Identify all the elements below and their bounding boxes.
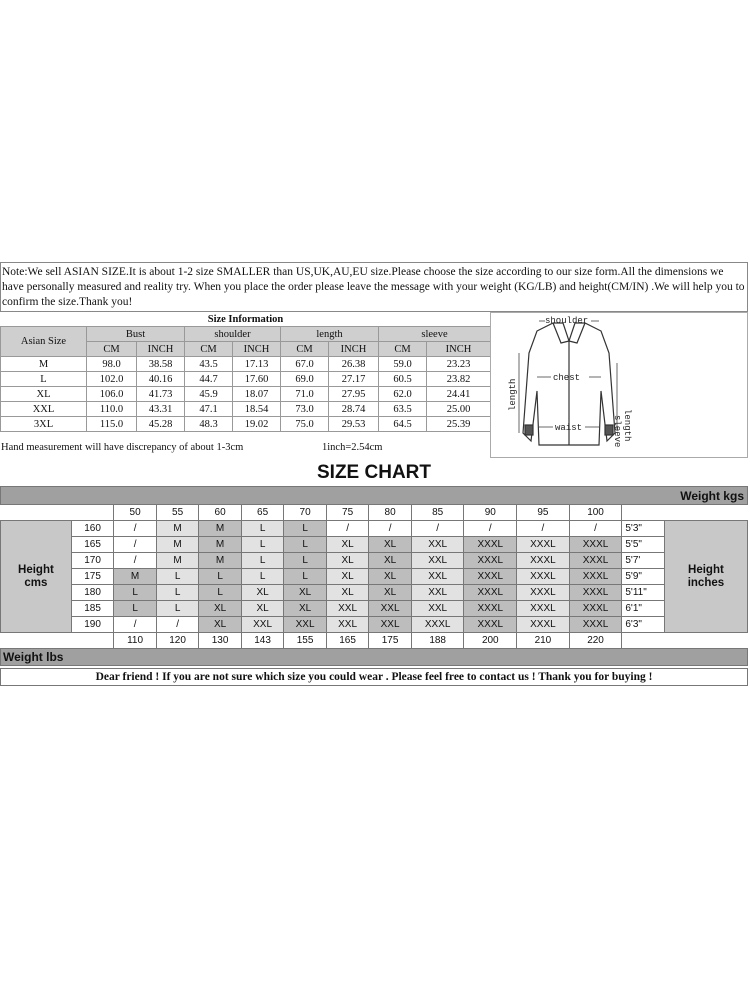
height-inches-line: Height <box>688 563 724 576</box>
weight-kg-cell: 65 <box>241 505 284 521</box>
size-cell: / <box>114 521 157 537</box>
sleeve-label: sleeve <box>612 415 622 448</box>
size-cell: / <box>411 521 464 537</box>
height-row <box>1 521 748 537</box>
sleeve-length-label: length <box>622 409 632 442</box>
dear-friend-message: Dear friend ! If you are not sure which size you could wear . Please feel free to contact us ! Thank you for buying ! <box>0 668 748 686</box>
weight-kg-cell: 90 <box>464 505 517 521</box>
blank-cell <box>622 633 665 649</box>
height-cms-line: Height <box>18 563 54 576</box>
size-cell: M <box>156 553 199 569</box>
measurement-cell: 45.28 <box>137 417 185 432</box>
size-information-table <box>0 312 491 432</box>
size-cell: XL <box>326 537 369 553</box>
height-inches-label <box>664 521 747 633</box>
size-cell: / <box>114 617 157 633</box>
size-cell: XL <box>369 553 412 569</box>
asian-size-header: Asian Size <box>1 327 87 357</box>
measurement-cell: 62.0 <box>379 387 427 402</box>
size-cell: XL <box>284 585 327 601</box>
size-cell: XXXL <box>464 601 517 617</box>
size-cell: XL <box>369 585 412 601</box>
size-chart-table <box>0 486 748 666</box>
size-cell: M <box>114 569 157 585</box>
height-row <box>1 569 748 585</box>
size-info-row <box>1 387 491 402</box>
measurement-cell: 25.39 <box>427 417 491 432</box>
height-inch-cell: 6'3" <box>622 617 665 633</box>
sleeve-header: sleeve <box>379 327 491 342</box>
size-cell: XL <box>326 553 369 569</box>
blank-cell <box>664 505 747 521</box>
height-cm-cell: 165 <box>71 537 114 553</box>
size-cell: M <box>199 553 242 569</box>
measurement-cell: 27.17 <box>329 372 379 387</box>
size-cell: XXL <box>411 585 464 601</box>
size-cell: L <box>241 569 284 585</box>
weight-kg-cell: 50 <box>114 505 157 521</box>
shoulder-label: shoulder <box>545 316 589 326</box>
measurement-cell: 71.0 <box>281 387 329 402</box>
size-label: XXL <box>1 402 87 417</box>
size-cell: XXL <box>326 601 369 617</box>
measurement-cell: 75.0 <box>281 417 329 432</box>
size-cell: XXL <box>326 617 369 633</box>
height-row <box>1 553 748 569</box>
size-cell: L <box>114 585 157 601</box>
measurement-cell: 47.1 <box>185 402 233 417</box>
size-cell: XXL <box>411 553 464 569</box>
size-cell: XXXL <box>464 553 517 569</box>
measurement-cell: 98.0 <box>87 357 137 372</box>
size-cell: XXXL <box>411 617 464 633</box>
size-cell: / <box>156 617 199 633</box>
size-cell: XXL <box>411 569 464 585</box>
size-cell: XXXL <box>464 617 517 633</box>
length-header: length <box>281 327 379 342</box>
measurement-cell: 23.82 <box>427 372 491 387</box>
measurement-cell: 24.41 <box>427 387 491 402</box>
unit-header: INCH <box>329 342 379 357</box>
shoulder-header: shoulder <box>185 327 281 342</box>
size-cell: XXXL <box>517 585 570 601</box>
unit-header: INCH <box>427 342 491 357</box>
unit-header: CM <box>87 342 137 357</box>
blank-cell <box>622 505 665 521</box>
measurement-cell: 63.5 <box>379 402 427 417</box>
size-cell: XXXL <box>517 601 570 617</box>
measurement-cell: 17.13 <box>233 357 281 372</box>
height-row <box>1 617 748 633</box>
size-cell: / <box>114 553 157 569</box>
size-cell: XXL <box>411 601 464 617</box>
size-cell: M <box>156 537 199 553</box>
height-cm-cell: 190 <box>71 617 114 633</box>
measurement-cell: 38.58 <box>137 357 185 372</box>
size-info-row <box>1 402 491 417</box>
size-cell: XXXL <box>569 569 622 585</box>
measurement-cell: 59.0 <box>379 357 427 372</box>
height-cm-cell: 185 <box>71 601 114 617</box>
size-cell: XXXL <box>569 553 622 569</box>
height-cm-cell: 160 <box>71 521 114 537</box>
height-inch-cell: 5'3" <box>622 521 665 537</box>
height-row <box>1 585 748 601</box>
size-cell: XXXL <box>569 601 622 617</box>
size-label: M <box>1 357 87 372</box>
size-cell: XXL <box>284 617 327 633</box>
weight-lb-cell: 188 <box>411 633 464 649</box>
size-label: L <box>1 372 87 387</box>
size-cell: / <box>369 521 412 537</box>
size-cell: XXXL <box>464 537 517 553</box>
measurement-cell: 44.7 <box>185 372 233 387</box>
size-cell: XL <box>369 569 412 585</box>
blank-cell <box>71 505 114 521</box>
measurement-cell: 115.0 <box>87 417 137 432</box>
inch-conversion: 1inch=2.54cm <box>322 442 383 453</box>
weight-kg-cell: 100 <box>569 505 622 521</box>
size-cell: XL <box>369 537 412 553</box>
shirt-measurement-diagram <box>490 312 748 458</box>
size-cell: XXXL <box>517 553 570 569</box>
height-cm-cell: 175 <box>71 569 114 585</box>
size-cell: XXXL <box>569 585 622 601</box>
size-cell: / <box>114 537 157 553</box>
unit-header: CM <box>379 342 427 357</box>
size-cell: XL <box>199 601 242 617</box>
discrepancy-note: Hand measurement will have discrepancy of about 1-3cm <box>1 442 244 453</box>
size-cell: XL <box>199 617 242 633</box>
weight-kg-cell: 75 <box>326 505 369 521</box>
size-cell: M <box>156 521 199 537</box>
size-label: XL <box>1 387 87 402</box>
weight-lb-cell: 143 <box>241 633 284 649</box>
measurement-cell: 19.02 <box>233 417 281 432</box>
size-cell: L <box>284 569 327 585</box>
weight-lb-cell: 175 <box>369 633 412 649</box>
unit-header: INCH <box>233 342 281 357</box>
weight-kg-cell: 60 <box>199 505 242 521</box>
size-cell: L <box>199 569 242 585</box>
size-cell: XL <box>241 585 284 601</box>
weight-lb-cell: 200 <box>464 633 517 649</box>
size-cell: XXXL <box>517 617 570 633</box>
measurement-cell: 60.5 <box>379 372 427 387</box>
height-cms-label <box>1 521 72 633</box>
measurement-cell: 18.07 <box>233 387 281 402</box>
size-cell: / <box>464 521 517 537</box>
size-cell: L <box>156 569 199 585</box>
size-cell: XL <box>241 601 284 617</box>
size-cell: L <box>241 537 284 553</box>
size-cell: XXXL <box>569 617 622 633</box>
measurement-cell: 25.00 <box>427 402 491 417</box>
weight-lbs-row <box>1 633 748 649</box>
size-cell: XL <box>326 585 369 601</box>
shirt-diagram-svg <box>491 313 747 457</box>
size-cell: XXXL <box>517 537 570 553</box>
weight-lb-cell: 110 <box>114 633 157 649</box>
height-inch-cell: 6'1" <box>622 601 665 617</box>
unit-header: CM <box>185 342 233 357</box>
weight-kgs-row <box>1 505 748 521</box>
height-cm-cell: 170 <box>71 553 114 569</box>
size-chart-title: SIZE CHART <box>317 462 431 483</box>
measurement-cell: 26.38 <box>329 357 379 372</box>
height-inch-cell: 5'9" <box>622 569 665 585</box>
measurement-cell: 45.9 <box>185 387 233 402</box>
height-cm-cell: 180 <box>71 585 114 601</box>
size-cell: XXL <box>241 617 284 633</box>
measurement-cell: 18.54 <box>233 402 281 417</box>
size-cell: XL <box>326 569 369 585</box>
weight-kg-cell: 55 <box>156 505 199 521</box>
measurement-cell: 64.5 <box>379 417 427 432</box>
height-inch-cell: 5'11" <box>622 585 665 601</box>
height-inches-unit: inches <box>687 576 725 589</box>
measurement-cell: 102.0 <box>87 372 137 387</box>
weight-lb-cell: 165 <box>326 633 369 649</box>
measurement-cell: 67.0 <box>281 357 329 372</box>
size-cell: XXL <box>369 617 412 633</box>
weight-lb-cell: 120 <box>156 633 199 649</box>
size-info-body <box>1 357 491 432</box>
size-cell: L <box>156 601 199 617</box>
measurement-cell: 110.0 <box>87 402 137 417</box>
size-cell: L <box>241 521 284 537</box>
height-inch-cell: 5'7' <box>622 553 665 569</box>
weight-kg-cell: 95 <box>517 505 570 521</box>
size-info-title: Size Information <box>207 313 284 325</box>
size-cell: L <box>284 553 327 569</box>
blank-cell <box>664 633 747 649</box>
bust-header: Bust <box>87 327 185 342</box>
length-label: length <box>508 378 518 411</box>
measurement-cell: 43.5 <box>185 357 233 372</box>
weight-lb-cell: 130 <box>199 633 242 649</box>
unit-header: CM <box>281 342 329 357</box>
size-cell: M <box>199 537 242 553</box>
measurement-cell: 40.16 <box>137 372 185 387</box>
height-inch-cell: 5'5" <box>622 537 665 553</box>
size-cell: XXL <box>369 601 412 617</box>
measurement-cell: 28.74 <box>329 402 379 417</box>
size-cell: / <box>326 521 369 537</box>
size-cell: L <box>114 601 157 617</box>
measurement-cell: 43.31 <box>137 402 185 417</box>
height-cms-unit: cms <box>24 576 48 589</box>
blank-cell <box>71 633 114 649</box>
weight-lb-cell: 220 <box>569 633 622 649</box>
measurement-cell: 29.53 <box>329 417 379 432</box>
size-cell: XXXL <box>464 569 517 585</box>
weight-lb-cell: 210 <box>517 633 570 649</box>
size-cell: M <box>199 521 242 537</box>
height-row <box>1 537 748 553</box>
measurement-cell: 106.0 <box>87 387 137 402</box>
size-cell: XXXL <box>517 569 570 585</box>
measurement-cell: 27.95 <box>329 387 379 402</box>
measurement-cell: 69.0 <box>281 372 329 387</box>
size-cell: XXXL <box>464 585 517 601</box>
size-cell: L <box>284 537 327 553</box>
weight-kg-cell: 85 <box>411 505 464 521</box>
measurement-cell: 23.23 <box>427 357 491 372</box>
weight-kg-cell: 70 <box>284 505 327 521</box>
size-info-footnote <box>0 440 490 456</box>
weight-kg-cell: 80 <box>369 505 412 521</box>
blank-cell <box>1 505 72 521</box>
height-row <box>1 601 748 617</box>
size-cell: / <box>517 521 570 537</box>
size-cell: XL <box>284 601 327 617</box>
size-cell: L <box>199 585 242 601</box>
size-cell: / <box>569 521 622 537</box>
weight-lb-cell: 155 <box>284 633 327 649</box>
size-info-row <box>1 357 491 372</box>
size-cell: XXL <box>411 537 464 553</box>
size-cell: L <box>241 553 284 569</box>
measurement-cell: 73.0 <box>281 402 329 417</box>
size-info-row <box>1 372 491 387</box>
blank-cell <box>1 633 72 649</box>
waist-label: waist <box>555 423 583 433</box>
measurement-cell: 17.60 <box>233 372 281 387</box>
size-label: 3XL <box>1 417 87 432</box>
size-note: Note:We sell ASIAN SIZE.It is about 1-2 size SMALLER than US,UK,AU,EU size.Please choose the size according to our size form.All the dimensions we have personally measured and reality try. When you place the order please leave the message with your weight (KG/LB) and height(CM/IN) .We will help you to confirm the size.Thank you! <box>0 262 748 312</box>
chest-label: chest <box>553 373 581 383</box>
measurement-cell: 41.73 <box>137 387 185 402</box>
size-info-row <box>1 417 491 432</box>
weight-kgs-label: Weight kgs <box>1 487 748 505</box>
size-cell: L <box>156 585 199 601</box>
size-chart-body <box>1 521 748 633</box>
weight-lbs-label: Weight lbs <box>1 649 748 666</box>
size-cell: XXXL <box>569 537 622 553</box>
size-cell: L <box>284 521 327 537</box>
measurement-cell: 48.3 <box>185 417 233 432</box>
unit-header: INCH <box>137 342 185 357</box>
